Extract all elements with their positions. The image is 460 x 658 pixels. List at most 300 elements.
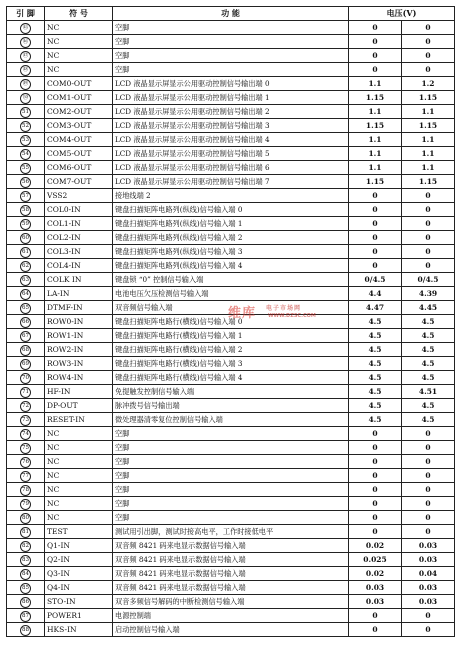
voltage-2-cell: 0 [402, 203, 455, 217]
pin-number: 76 [20, 457, 31, 468]
table-row [7, 133, 455, 147]
symbol-cell: RESET-IN [45, 413, 113, 427]
function-cell: 双音频 8421 码来电显示数据信号输入端 [113, 539, 349, 553]
pin-number: 54 [20, 149, 31, 160]
function-cell: 免提触发控制信号输入端 [113, 385, 349, 399]
voltage-1-cell: 0 [349, 497, 402, 511]
pin-number: 88 [20, 625, 31, 636]
function-cell: 键盘扫描矩阵电路行(横线)信号输入端 4 [113, 371, 349, 385]
pin-number: 58 [20, 205, 31, 216]
symbol-cell: ROW4-IN [45, 371, 113, 385]
voltage-2-cell: 0 [402, 497, 455, 511]
voltage-2-cell: 1.1 [402, 133, 455, 147]
symbol-cell: NC [45, 49, 113, 63]
voltage-1-cell: 0 [349, 469, 402, 483]
table-row [7, 189, 455, 203]
symbol-cell: ROW2-IN [45, 343, 113, 357]
pin-number: 77 [20, 471, 31, 482]
pin-number: ㊾ [20, 79, 31, 90]
symbol-cell: POWER1 [45, 609, 113, 623]
pin-number: 74 [20, 429, 31, 440]
voltage-2-cell: 0 [402, 49, 455, 63]
symbol-cell: COM2-OUT [45, 105, 113, 119]
table-row [7, 49, 455, 63]
voltage-2-cell: 0 [402, 35, 455, 49]
watermark-sub: 电子市场网 [266, 305, 302, 312]
voltage-1-cell: 0 [349, 21, 402, 35]
voltage-1-cell: 0 [349, 63, 402, 77]
function-cell: 键盘扫描矩阵电路列(纵线)信号输入端 3 [113, 245, 349, 259]
pin-cell [7, 161, 45, 175]
voltage-2-cell: 0 [402, 483, 455, 497]
pin-cell [7, 133, 45, 147]
voltage-1-cell: 1.15 [349, 91, 402, 105]
pin-number: 83 [20, 555, 31, 566]
pin-cell [7, 441, 45, 455]
voltage-1-cell: 1.1 [349, 147, 402, 161]
table-row [7, 567, 455, 581]
symbol-cell: COM6-OUT [45, 161, 113, 175]
pin-cell [7, 287, 45, 301]
pin-cell [7, 357, 45, 371]
voltage-1-cell: 4.47 [349, 301, 402, 315]
symbol-cell: DTMF-IN [45, 301, 113, 315]
pin-cell [7, 105, 45, 119]
voltage-2-cell: 1.1 [402, 161, 455, 175]
pin-number: 55 [20, 163, 31, 174]
voltage-1-cell: 0 [349, 49, 402, 63]
voltage-1-cell: 0 [349, 203, 402, 217]
table-row [7, 357, 455, 371]
voltage-2-cell: 4.45 [402, 301, 455, 315]
pin-cell [7, 217, 45, 231]
voltage-2-cell: 0.03 [402, 581, 455, 595]
pin-cell [7, 497, 45, 511]
voltage-1-cell: 0 [349, 245, 402, 259]
symbol-cell: NC [45, 441, 113, 455]
table-row [7, 329, 455, 343]
symbol-cell: TEST [45, 525, 113, 539]
function-cell: 空脚 [113, 441, 349, 455]
table-row [7, 245, 455, 259]
voltage-2-cell: 0 [402, 623, 455, 637]
voltage-2-cell: 0 [402, 469, 455, 483]
voltage-1-cell: 0 [349, 455, 402, 469]
function-cell: 测试用引出脚，测试时接高电平，工作时接低电平 [113, 525, 349, 539]
table-row [7, 119, 455, 133]
symbol-cell: NC [45, 455, 113, 469]
pin-cell [7, 77, 45, 91]
table-row [7, 259, 455, 273]
pin-cell [7, 525, 45, 539]
table-row [7, 91, 455, 105]
symbol-cell: NC [45, 497, 113, 511]
voltage-1-cell: 1.1 [349, 77, 402, 91]
table-row [7, 231, 455, 245]
voltage-1-cell: 4.5 [349, 371, 402, 385]
function-cell: LCD 液晶显示屏显示公用驱动控制信号输出端 2 [113, 105, 349, 119]
symbol-cell: Q2-IN [45, 553, 113, 567]
function-cell: LCD 液晶显示屏显示公用驱动控制信号输出端 3 [113, 119, 349, 133]
symbol-cell: ROW1-IN [45, 329, 113, 343]
function-cell: 空脚 [113, 35, 349, 49]
voltage-1-cell: 4.5 [349, 357, 402, 371]
voltage-2-cell: 4.51 [402, 385, 455, 399]
voltage-1-cell: 4.5 [349, 399, 402, 413]
voltage-1-cell: 1.1 [349, 161, 402, 175]
voltage-2-cell: 1.1 [402, 105, 455, 119]
voltage-1-cell: 0 [349, 441, 402, 455]
voltage-2-cell: 4.39 [402, 287, 455, 301]
pin-number: ㊻ [20, 37, 31, 48]
voltage-2-cell: 0 [402, 245, 455, 259]
voltage-2-cell: 0 [402, 455, 455, 469]
pin-number: 52 [20, 121, 31, 132]
voltage-1-cell: 0.03 [349, 595, 402, 609]
voltage-2-cell: 4.5 [402, 329, 455, 343]
pin-cell [7, 63, 45, 77]
header-pin: 引 脚 [7, 7, 45, 21]
voltage-2-cell: 0 [402, 63, 455, 77]
voltage-2-cell: 1.1 [402, 147, 455, 161]
pin-cell [7, 469, 45, 483]
table-row [7, 161, 455, 175]
symbol-cell: LA-IN [45, 287, 113, 301]
table-row [7, 483, 455, 497]
pin-cell [7, 413, 45, 427]
pin-number: 51 [20, 107, 31, 118]
voltage-2-cell: 0 [402, 189, 455, 203]
pin-cell [7, 399, 45, 413]
pin-number: 82 [20, 541, 31, 552]
symbol-cell: COM1-OUT [45, 91, 113, 105]
table-body [7, 21, 455, 637]
table-row [7, 35, 455, 49]
symbol-cell: NC [45, 511, 113, 525]
voltage-1-cell: 0 [349, 511, 402, 525]
function-cell: LCD 液晶显示屏显示公用驱动控制信号输出端 6 [113, 161, 349, 175]
function-cell: 键盘扫描矩阵电路列(纵线)信号输入端 4 [113, 259, 349, 273]
table-row [7, 497, 455, 511]
table-row [7, 21, 455, 35]
function-cell: 电池电压欠压检测信号输入端 [113, 287, 349, 301]
table-row [7, 539, 455, 553]
pin-cell [7, 91, 45, 105]
voltage-1-cell: 1.1 [349, 133, 402, 147]
pin-cell [7, 343, 45, 357]
voltage-2-cell: 0.03 [402, 595, 455, 609]
voltage-2-cell: 1.15 [402, 91, 455, 105]
pin-cell [7, 245, 45, 259]
pin-cell [7, 609, 45, 623]
voltage-2-cell: 1.15 [402, 119, 455, 133]
table-row [7, 273, 455, 287]
pin-number: 62 [20, 261, 31, 272]
table-row [7, 217, 455, 231]
table-row [7, 623, 455, 637]
function-cell: 空脚 [113, 483, 349, 497]
pin-cell [7, 427, 45, 441]
symbol-cell: VSS2 [45, 189, 113, 203]
voltage-2-cell: 4.5 [402, 371, 455, 385]
symbol-cell: COM0-OUT [45, 77, 113, 91]
symbol-cell: HF-IN [45, 385, 113, 399]
pin-cell [7, 567, 45, 581]
voltage-1-cell: 0 [349, 483, 402, 497]
function-cell: 双音多频信号解码的中断检测信号输入端 [113, 595, 349, 609]
voltage-1-cell: 0 [349, 189, 402, 203]
watermark-logo [228, 302, 320, 324]
pin-number: 78 [20, 485, 31, 496]
pin-number: 66 [20, 317, 31, 328]
table-row [7, 175, 455, 189]
pin-cell [7, 21, 45, 35]
symbol-cell: COL2-IN [45, 231, 113, 245]
pin-cell [7, 189, 45, 203]
header-function: 功 能 [113, 7, 349, 21]
symbol-cell: COL4-IN [45, 259, 113, 273]
function-cell: LCD 液晶显示屏显示公用驱动控制信号输出端 4 [113, 133, 349, 147]
function-cell: 空脚 [113, 21, 349, 35]
table-header-row [7, 7, 455, 21]
function-cell: 键盘扫描矩阵电路行(横线)信号输入端 3 [113, 357, 349, 371]
watermark-logo-text: 维库 [228, 306, 257, 321]
voltage-2-cell: 0 [402, 21, 455, 35]
pin-cell [7, 203, 45, 217]
pin-cell [7, 455, 45, 469]
pin-cell [7, 511, 45, 525]
pin-number: 87 [20, 611, 31, 622]
voltage-1-cell: 0.02 [349, 567, 402, 581]
symbol-cell: NC [45, 469, 113, 483]
symbol-cell: DP-OUT [45, 399, 113, 413]
voltage-2-cell: 4.5 [402, 357, 455, 371]
symbol-cell: COM4-OUT [45, 133, 113, 147]
pin-cell [7, 273, 45, 287]
voltage-1-cell: 0 [349, 35, 402, 49]
pin-number: 70 [20, 373, 31, 384]
voltage-2-cell: 0 [402, 525, 455, 539]
pin-cell [7, 35, 45, 49]
voltage-1-cell: 4.4 [349, 287, 402, 301]
function-cell: 空脚 [113, 497, 349, 511]
voltage-1-cell: 0 [349, 231, 402, 245]
pin-cell [7, 259, 45, 273]
table-row [7, 203, 455, 217]
voltage-1-cell: 1.15 [349, 175, 402, 189]
table-row [7, 371, 455, 385]
voltage-2-cell: 4.5 [402, 399, 455, 413]
pin-cell [7, 371, 45, 385]
pin-number: ㊽ [20, 65, 31, 76]
voltage-1-cell: 0 [349, 623, 402, 637]
pin-number: 81 [20, 527, 31, 538]
symbol-cell: STO-IN [45, 595, 113, 609]
table-row [7, 287, 455, 301]
voltage-2-cell: 0.03 [402, 539, 455, 553]
pin-number: ㊺ [20, 23, 31, 34]
symbol-cell: ROW3-IN [45, 357, 113, 371]
function-cell: 键盘扫描矩阵电路列(纵线)信号输入端 2 [113, 231, 349, 245]
function-cell: 启动控制信号输入端 [113, 623, 349, 637]
pin-cell [7, 623, 45, 637]
pin-cell [7, 385, 45, 399]
symbol-cell: NC [45, 63, 113, 77]
table-row [7, 399, 455, 413]
function-cell: 键盘扫描矩阵电路行(横线)信号输入端 2 [113, 343, 349, 357]
table-row [7, 77, 455, 91]
voltage-2-cell: 0 [402, 231, 455, 245]
voltage-2-cell: 0/4.5 [402, 273, 455, 287]
function-cell: 微处理器清零复位控制信号输入端 [113, 413, 349, 427]
header-symbol: 符 号 [45, 7, 113, 21]
pin-cell [7, 595, 45, 609]
table-row [7, 105, 455, 119]
pin-number: 67 [20, 331, 31, 342]
voltage-2-cell: 0 [402, 259, 455, 273]
pin-number: 69 [20, 359, 31, 370]
voltage-1-cell: 0 [349, 217, 402, 231]
table-row [7, 343, 455, 357]
table-row [7, 581, 455, 595]
pin-cell [7, 581, 45, 595]
symbol-cell: COM7-OUT [45, 175, 113, 189]
symbol-cell: COL0-IN [45, 203, 113, 217]
table-row [7, 525, 455, 539]
pin-number: ㊿ [20, 93, 31, 104]
table-row [7, 455, 455, 469]
pin-number: 75 [20, 443, 31, 454]
function-cell: 键盘扫描矩阵电路行(横线)信号输入端 1 [113, 329, 349, 343]
pin-number: 65 [20, 303, 31, 314]
pin-cell [7, 301, 45, 315]
pin-number: 84 [20, 569, 31, 580]
function-cell: 键盘锁 “0” 控制信号输入端 [113, 273, 349, 287]
header-voltage: 电压(V) [349, 7, 455, 21]
table-row [7, 385, 455, 399]
pin-cell [7, 119, 45, 133]
symbol-cell: NC [45, 35, 113, 49]
symbol-cell: HKS-IN [45, 623, 113, 637]
pin-cell [7, 329, 45, 343]
voltage-2-cell: 0 [402, 427, 455, 441]
voltage-1-cell: 0/4.5 [349, 273, 402, 287]
voltage-2-cell: 4.5 [402, 413, 455, 427]
pin-number: 61 [20, 247, 31, 258]
table-row [7, 469, 455, 483]
voltage-2-cell: 0 [402, 511, 455, 525]
function-cell: LCD 液晶显示屏显示公用驱动控制信号输出端 1 [113, 91, 349, 105]
table-row [7, 553, 455, 567]
function-cell: LCD 液晶显示屏显示公用驱动控制信号输出端 7 [113, 175, 349, 189]
pin-cell [7, 483, 45, 497]
symbol-cell: COLK IN [45, 273, 113, 287]
symbol-cell: NC [45, 21, 113, 35]
voltage-1-cell: 4.5 [349, 413, 402, 427]
voltage-2-cell: 0 [402, 441, 455, 455]
pin-number: 60 [20, 233, 31, 244]
function-cell: 空脚 [113, 455, 349, 469]
voltage-1-cell: 0.02 [349, 539, 402, 553]
function-cell: 接地线端 2 [113, 189, 349, 203]
pin-cell [7, 539, 45, 553]
voltage-1-cell: 0.03 [349, 581, 402, 595]
function-cell: LCD 液晶显示屏显示公用驱动控制信号输出端 0 [113, 77, 349, 91]
watermark-url: WWW.DZSC.COM [268, 313, 316, 319]
symbol-cell: COL1-IN [45, 217, 113, 231]
pin-cell [7, 147, 45, 161]
voltage-2-cell: 1.2 [402, 77, 455, 91]
symbol-cell: NC [45, 483, 113, 497]
function-cell: 脉冲拨号信号输出端 [113, 399, 349, 413]
function-cell: 双音频信号输入端 [113, 301, 349, 315]
table-row [7, 511, 455, 525]
pin-number: 85 [20, 583, 31, 594]
voltage-1-cell: 4.5 [349, 315, 402, 329]
pin-number: 63 [20, 275, 31, 286]
pin-number: 68 [20, 345, 31, 356]
function-cell: 电源控制端 [113, 609, 349, 623]
pin-number: 71 [20, 387, 31, 398]
function-cell: 空脚 [113, 49, 349, 63]
symbol-cell: Q4-IN [45, 581, 113, 595]
pin-number: 64 [20, 289, 31, 300]
voltage-1-cell: 0 [349, 259, 402, 273]
voltage-1-cell: 1.15 [349, 119, 402, 133]
pin-number: 53 [20, 135, 31, 146]
voltage-1-cell: 4.5 [349, 329, 402, 343]
table-row [7, 147, 455, 161]
voltage-2-cell: 4.5 [402, 315, 455, 329]
pin-cell [7, 553, 45, 567]
table-row [7, 609, 455, 623]
symbol-cell: Q3-IN [45, 567, 113, 581]
voltage-1-cell: 0 [349, 427, 402, 441]
voltage-1-cell: 4.5 [349, 343, 402, 357]
pin-number: 80 [20, 513, 31, 524]
voltage-2-cell: 1.15 [402, 175, 455, 189]
pin-number: 57 [20, 191, 31, 202]
function-cell: 空脚 [113, 511, 349, 525]
pin-number: 59 [20, 219, 31, 230]
symbol-cell: COM5-OUT [45, 147, 113, 161]
function-cell: 空脚 [113, 63, 349, 77]
voltage-1-cell: 4.5 [349, 385, 402, 399]
function-cell: 空脚 [113, 469, 349, 483]
function-cell: LCD 液晶显示屏显示公用驱动控制信号输出端 5 [113, 147, 349, 161]
function-cell: 双音频 8421 码来电显示数据信号输入端 [113, 553, 349, 567]
voltage-2-cell: 0 [402, 217, 455, 231]
pin-number: 73 [20, 415, 31, 426]
function-cell: 键盘扫描矩阵电路列(纵线)信号输入端 0 [113, 203, 349, 217]
pin-cell [7, 231, 45, 245]
function-cell: 键盘扫描矩阵电路列(纵线)信号输入端 1 [113, 217, 349, 231]
pin-cell [7, 315, 45, 329]
pin-number: 72 [20, 401, 31, 412]
pin-number: ㊼ [20, 51, 31, 62]
function-cell: 键盘扫描矩阵电路行(横线)信号输入端 0 [113, 315, 349, 329]
symbol-cell: COL3-IN [45, 245, 113, 259]
voltage-2-cell: 0 [402, 609, 455, 623]
table-row [7, 595, 455, 609]
pin-number: 79 [20, 499, 31, 510]
symbol-cell: COM3-OUT [45, 119, 113, 133]
voltage-1-cell: 1.1 [349, 105, 402, 119]
voltage-1-cell: 0.025 [349, 553, 402, 567]
voltage-2-cell: 0.03 [402, 553, 455, 567]
table-row [7, 427, 455, 441]
table-row [7, 413, 455, 427]
